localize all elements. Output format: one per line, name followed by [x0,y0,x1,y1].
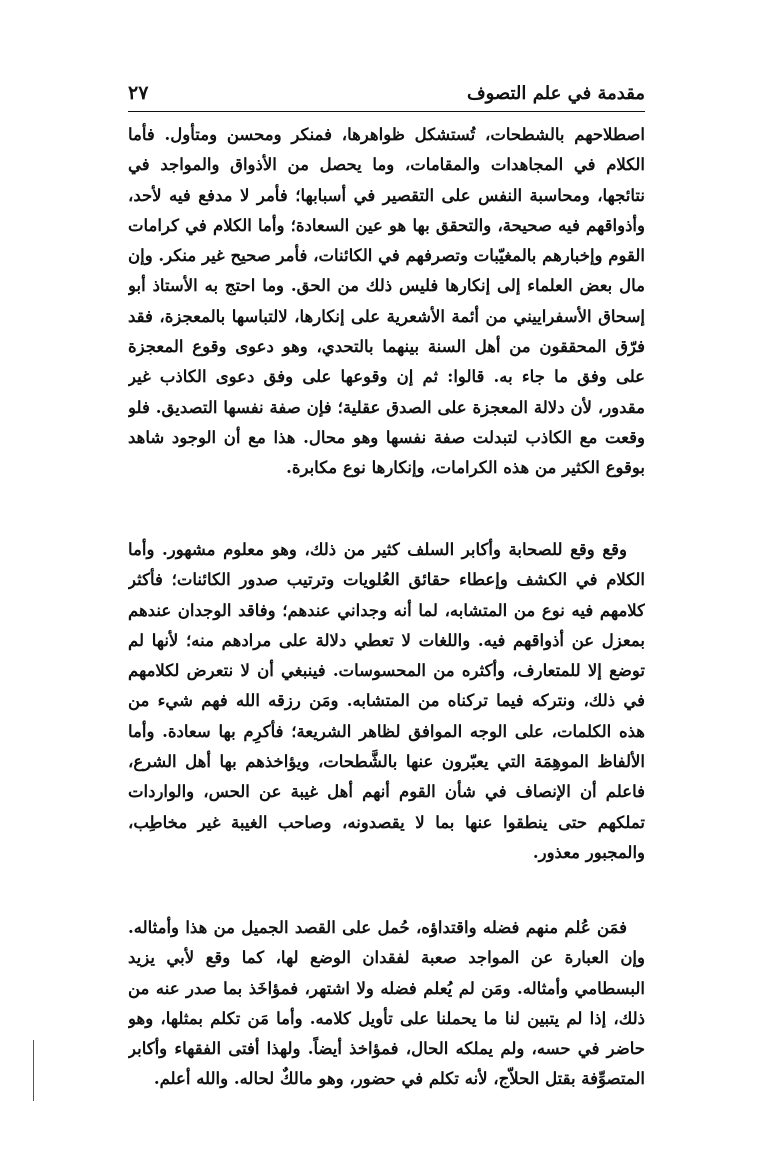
running-title: مقدمة في علم التصوف [466,82,645,104]
scan-margin-line [33,1040,34,1101]
body-text [128,120,645,1153]
header-divider [128,111,645,112]
page-number: ٢٧ [128,82,149,104]
paragraph-3: فمَن عُلم منهم فضله واقتداؤه، حُمل على القصد الجميل من هذا وأمثاله. وإن العبارة عن المواجد صعبة لفقدان الوضع لها، كما وقع لأبي يزيد البسطامي وأمثاله. ومَن لم يُعلم فضله ولا اشتهر، فمؤاخَذ بما صدر عنه من ذلك، إذا لم يتبين لنا ما يحملنا على تأويل كلامه. وأما مَن تكلم بمثلها، وهو حاضر في حسه، ولم يملكه الحال، فمؤاخذ أيضاً. ولهذا أفتى الفقهاء وأكابر المتصوِّفة بقتل الحلاّج، لأنه تكلم في حضور، وهو مالكٌ لحاله. والله أعلم. [128,918,645,1089]
running-header [128,80,645,106]
paragraph-1: اصطلاحهم بالشطحات، تُستشكل ظواهرها، فمنكر ومحسن ومتأول. فأما الكلام في المجاهدات والمقامات، وما يحصل من الأذواق والمواجد في نتائجها، ومحاسبة النفس على التقصير في أسبابها؛ فأمر لا مدفع فيه لأحد، وأذواقهم فيه صحيحة، والتحقق بها هو عين السعادة؛ وأما الكلام في كرامات القوم وإخبارهم بالمغيّبات وتصرفهم في الكائنات، فأمر صحيح غير منكر. وإن مال بعض العلماء إلى إنكارها فليس ذلك من الحق. وما احتج به الأستاذ أبو إسحاق الأسفراييني من أئمة الأشعرية على إنكارها، لالتباسها بالمعجزة، فقد فرّق المحققون من أهل السنة بينهما بالتحدي، وهو دعوى وقوع المعجزة على وفق ما جاء به. قالوا: ثم إن وقوعها على وفق دعوى الكاذب غير مقدور، لأن دلالة المعجزة على الصدق عقلية؛ فإن صفة نفسها التصديق. فلو وقعت مع الكاذب لتبدلت صفة نفسها وهو محال. هذا مع أن الوجود شاهد بوقوع الكثير من هذه الكرامات، وإنكارها نوع مكابرة. [128,125,645,478]
paragraph-2: وقع وقع للصحابة وأكابر السلف كثير من ذلك، وهو معلوم مشهور. وأما الكلام في الكشف وإعطاء حقائق العُلويات وترتيب صدور الكائنات؛ فأكثر كلامهم فيه نوع من المتشابه، لما أنه وجداني عندهم؛ وفاقد الوجدان عندهم بمعزل عن أذواقهم فيه. واللغات لا تعطي دلالة على مرادهم منه؛ لأنها لم توضع إلا للمتعارف، وأكثره من المحسوسات. فينبغي أن لا نتعرض لكلامهم في ذلك، ونتركه فيما تركناه من المتشابه. ومَن رزقه الله فهم شيء من هذه الكلمات، على الوجه الموافق لظاهر الشريعة؛ فأكرِم بها سعادة. وأما الألفاظ الموهِمَة التي يعبّرون عنها بالشَّطحات، ويؤاخذهم بها أهل الشرع، فاعلم أن الإنصاف في شأن القوم أنهم أهل غيبة عن الحس، والواردات تملكهم حتى ينطقوا عنها بما لا يقصدونه، وصاحب الغيبة غير مخاطِب، والمجبور معذور. [128,540,645,862]
